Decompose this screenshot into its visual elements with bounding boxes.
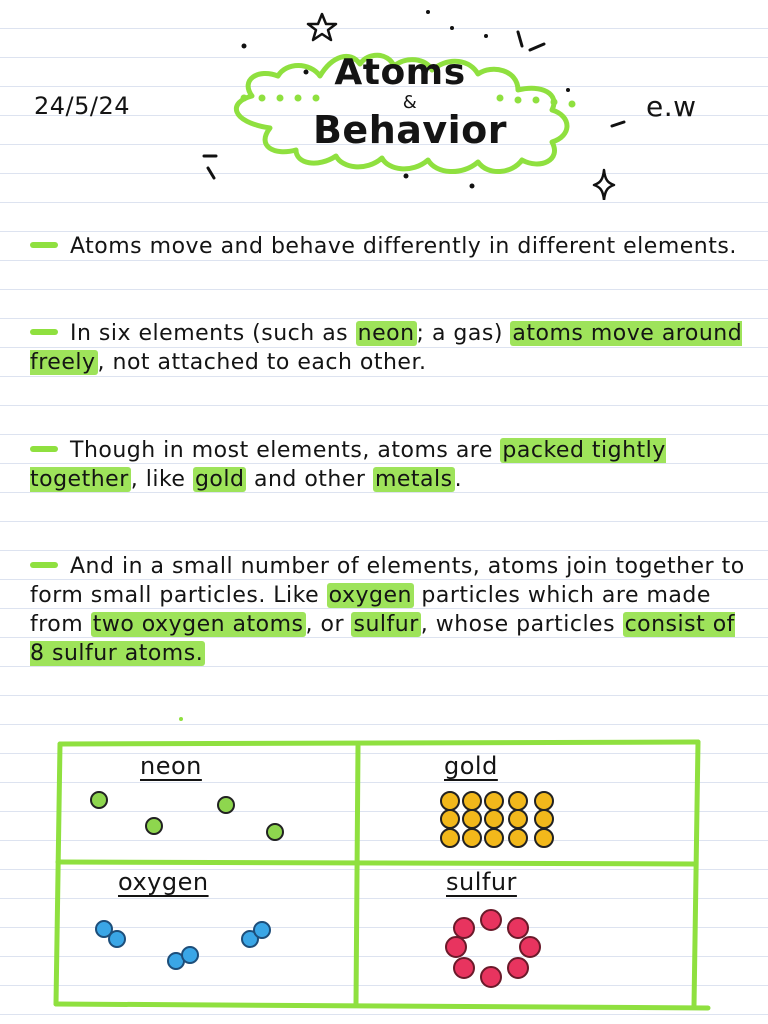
bullet-dash <box>30 242 58 248</box>
gold-atom <box>485 810 503 828</box>
sulfur-atom <box>508 958 528 978</box>
page-title-line2: Behavior <box>312 108 508 152</box>
gold-atom <box>463 792 481 810</box>
p4-mid: particles which are made from <box>30 583 711 637</box>
p3-pre: Though in most elements, atoms are <box>70 438 501 463</box>
p4-pre: And in a small number of elements, atoms join together to form small particles. Like <box>30 554 745 608</box>
note-paragraph-1 <box>30 232 750 261</box>
oxygen-label: oxygen <box>118 868 209 896</box>
gold-atom <box>535 792 553 810</box>
highlight-metals: metals <box>374 467 453 492</box>
gold-atom <box>509 792 527 810</box>
highlight-neon: neon <box>357 321 415 346</box>
highlight-oxygen: oxygen <box>328 583 412 608</box>
sulfur-atom <box>481 967 501 987</box>
star-doodle-icon <box>308 14 336 40</box>
sulfur-atom <box>508 918 528 938</box>
p2-mid: ; a gas) <box>416 321 511 346</box>
note-paragraph-3 <box>30 436 750 494</box>
p4-mid3: , whose particles <box>420 612 623 637</box>
neon-atoms <box>91 792 283 840</box>
note-date: 24/5/24 <box>34 92 131 120</box>
page-title-ampersand: & <box>402 92 418 113</box>
p2-pre: In six elements (such as <box>70 321 356 346</box>
highlight-8-sulfur-atoms: consist of 8 sulfur atoms. <box>30 612 735 666</box>
gold-label: gold <box>444 752 498 780</box>
gold-atom <box>463 829 481 847</box>
gold-atom <box>509 829 527 847</box>
neon-atom <box>146 818 162 834</box>
p4-mid2: , or <box>305 612 352 637</box>
oxygen-atom <box>182 947 198 963</box>
sulfur-atom <box>454 958 474 978</box>
oxygen-atom <box>254 922 270 938</box>
gold-atom <box>463 810 481 828</box>
gold-atom <box>485 792 503 810</box>
p1-text: Atoms move and behave differently in different elements. <box>70 234 737 259</box>
bullet-dash <box>30 446 58 452</box>
gold-atom <box>441 792 459 810</box>
highlight-two-oxygen-atoms: two oxygen atoms <box>92 612 304 637</box>
oxygen-atom <box>242 931 258 947</box>
p3-mid2: and other <box>246 467 373 492</box>
gold-atom <box>535 829 553 847</box>
gold-atom <box>441 810 459 828</box>
oxygen-atom <box>109 931 125 947</box>
note-paragraph-2 <box>30 319 750 377</box>
highlight-packed-tightly: packed tightly together <box>30 438 666 492</box>
bullet-dash <box>30 562 58 568</box>
highlight-gold: gold <box>194 467 245 492</box>
p2-post: , not attached to each other. <box>97 350 427 375</box>
gold-atom <box>441 829 459 847</box>
gold-atom <box>485 829 503 847</box>
oxygen-molecules <box>96 921 270 969</box>
highlight-sulfur: sulfur <box>353 612 419 637</box>
bullet-dash <box>30 329 58 335</box>
sulfur-label: sulfur <box>446 868 517 896</box>
sulfur-atom <box>520 937 540 957</box>
highlight-move-freely: atoms move around freely <box>30 321 743 375</box>
neon-atom <box>91 792 107 808</box>
gold-atom <box>535 810 553 828</box>
neon-atom <box>267 824 283 840</box>
sulfur-atom <box>454 918 474 938</box>
note-paragraph-4 <box>30 552 750 668</box>
p3-post: . <box>454 467 463 492</box>
neon-atom <box>218 797 234 813</box>
page-title-line1: Atoms <box>334 52 466 93</box>
gold-atoms <box>441 792 553 847</box>
author-initials: e.w <box>646 90 697 123</box>
neon-label: neon <box>140 752 202 780</box>
p3-mid: , like <box>130 467 193 492</box>
gold-atom <box>509 810 527 828</box>
sulfur-molecule <box>446 910 540 987</box>
oxygen-atom <box>96 921 112 937</box>
sulfur-atom <box>446 937 466 957</box>
oxygen-atom <box>168 953 184 969</box>
sulfur-atom <box>481 910 501 930</box>
sparkle-doodle-icon <box>594 170 614 200</box>
